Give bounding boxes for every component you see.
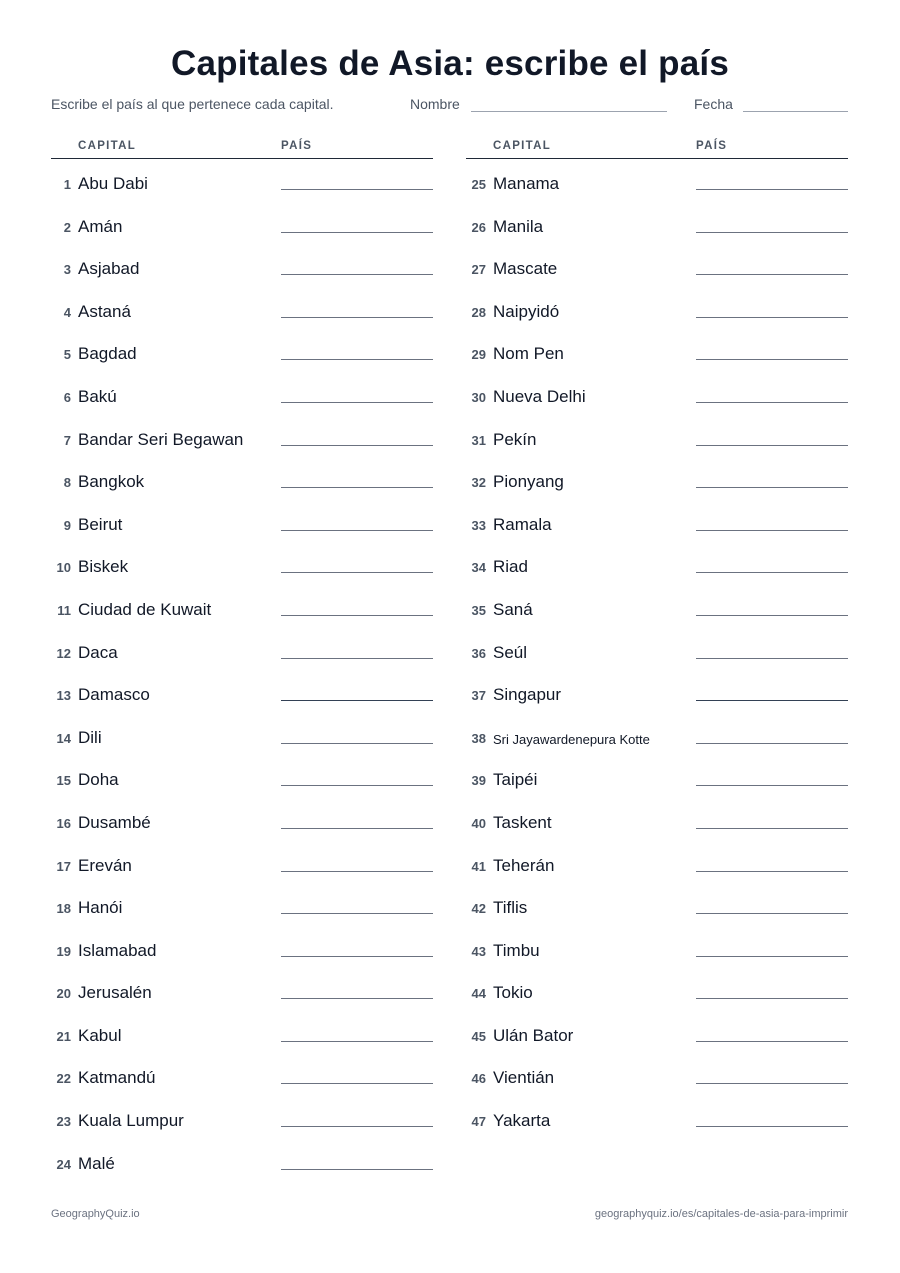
item-number: 21 <box>56 1028 71 1044</box>
quiz-row <box>466 1011 848 1054</box>
country-answer-line[interactable] <box>281 317 433 318</box>
capital-name: Singapur <box>493 685 562 705</box>
country-answer-line[interactable] <box>281 998 433 999</box>
item-number: 26 <box>471 219 486 235</box>
capital-name: Amán <box>78 216 123 236</box>
item-number: 2 <box>63 219 71 235</box>
item-number: 11 <box>57 602 71 618</box>
item-number: 23 <box>56 1114 71 1130</box>
country-answer-line[interactable] <box>281 1041 433 1042</box>
capital-name: Riad <box>493 557 528 577</box>
item-number: 20 <box>56 986 71 1002</box>
capital-name: Bandar Seri Begawan <box>78 429 244 449</box>
item-number: 34 <box>471 560 486 576</box>
country-answer-line[interactable] <box>696 274 848 275</box>
quiz-row <box>466 329 848 372</box>
capital-name: Abu Dabi <box>78 174 148 193</box>
item-number: 39 <box>471 773 486 789</box>
capital-name: Bakú <box>78 386 117 406</box>
item-number: 45 <box>471 1028 486 1044</box>
quiz-row <box>51 287 433 330</box>
quiz-row <box>51 1053 433 1096</box>
capital-column-header: CAPITAL <box>78 140 137 152</box>
country-answer-line[interactable] <box>696 998 848 999</box>
country-answer-line[interactable] <box>281 1126 433 1127</box>
quiz-row <box>51 415 433 458</box>
item-number: 3 <box>63 262 71 278</box>
country-answer-line[interactable] <box>696 743 848 744</box>
right-rows <box>466 159 848 1139</box>
capital-name: Taskent <box>493 812 552 832</box>
item-number: 46 <box>471 1071 486 1087</box>
country-answer-line[interactable] <box>281 913 433 914</box>
quiz-row <box>51 883 433 926</box>
country-answer-line[interactable] <box>281 1083 433 1084</box>
left-column <box>51 138 433 1181</box>
quiz-row <box>51 670 433 713</box>
country-answer-line[interactable] <box>696 530 848 531</box>
item-number: 5 <box>63 347 71 363</box>
footer-brand: GeographyQuiz.io <box>51 1208 140 1220</box>
left-column-header <box>51 138 433 159</box>
country-answer-line[interactable] <box>696 658 848 659</box>
quiz-row <box>466 585 848 628</box>
name-field[interactable] <box>471 111 667 112</box>
item-number: 43 <box>471 943 486 959</box>
quiz-row <box>51 1011 433 1054</box>
country-answer-line[interactable] <box>696 317 848 318</box>
country-column-header: PAÍS <box>281 140 313 152</box>
worksheet-header <box>51 96 848 116</box>
country-answer-line[interactable] <box>696 359 848 360</box>
capital-name: Taipéi <box>493 770 538 790</box>
quiz-row <box>466 1053 848 1096</box>
item-number: 25 <box>471 177 486 192</box>
item-number: 38 <box>471 730 486 746</box>
item-number: 12 <box>56 645 71 661</box>
country-answer-line[interactable] <box>281 487 433 488</box>
quiz-row <box>466 713 848 756</box>
item-number: 42 <box>471 901 486 917</box>
item-number: 7 <box>63 432 71 448</box>
footer-url: geographyquiz.io/es/capitales-de-asia-para-imprimir <box>594 1208 848 1220</box>
item-number: 15 <box>56 773 71 789</box>
capital-name: Tokio <box>493 983 533 1003</box>
quiz-row <box>51 926 433 969</box>
quiz-row <box>466 883 848 926</box>
quiz-row <box>466 755 848 798</box>
quiz-row <box>466 415 848 458</box>
country-answer-line[interactable] <box>281 1169 433 1170</box>
country-answer-line[interactable] <box>696 445 848 446</box>
country-answer-line[interactable] <box>281 572 433 573</box>
item-number: 4 <box>63 304 71 320</box>
capital-name: Manila <box>493 216 544 236</box>
country-answer-line[interactable] <box>281 700 433 701</box>
country-answer-line[interactable] <box>281 743 433 744</box>
page-title: Capitales de Asia: escribe el país <box>171 44 729 83</box>
quiz-row <box>466 798 848 841</box>
quiz-row <box>51 202 433 245</box>
capital-name: Asjabad <box>78 259 140 279</box>
quiz-row <box>51 457 433 500</box>
capital-name: Ciudad de Kuwait <box>78 599 212 619</box>
item-number: 17 <box>56 858 71 874</box>
quiz-row <box>466 1096 848 1139</box>
capital-name: Yakarta <box>493 1111 551 1131</box>
item-number: 1 <box>63 177 71 192</box>
quiz-row <box>466 457 848 500</box>
capital-name: Saná <box>493 599 533 619</box>
country-answer-line[interactable] <box>696 402 848 403</box>
quiz-row <box>51 585 433 628</box>
country-answer-line[interactable] <box>281 956 433 957</box>
capital-name: Katmandú <box>78 1068 156 1088</box>
country-column-header: PAÍS <box>696 140 728 152</box>
item-number: 32 <box>471 475 486 491</box>
country-answer-line[interactable] <box>696 913 848 914</box>
capital-name: Dusambé <box>78 812 151 832</box>
item-number: 22 <box>56 1071 71 1087</box>
item-number: 40 <box>471 815 486 831</box>
quiz-row <box>51 841 433 884</box>
country-answer-line[interactable] <box>281 359 433 360</box>
country-answer-line[interactable] <box>281 232 433 233</box>
country-answer-line[interactable] <box>696 1126 848 1127</box>
capital-name: Ramala <box>493 514 552 534</box>
country-answer-line[interactable] <box>696 189 848 190</box>
item-number: 14 <box>56 730 71 746</box>
country-answer-line[interactable] <box>281 402 433 403</box>
capital-name: Sri Jayawardenepura Kotte <box>493 731 650 747</box>
capital-name: Malé <box>78 1153 115 1173</box>
quiz-row <box>51 372 433 415</box>
country-answer-line[interactable] <box>696 1083 848 1084</box>
capital-name: Vientián <box>493 1068 555 1088</box>
country-answer-line[interactable] <box>281 828 433 829</box>
item-number: 27 <box>471 262 486 278</box>
capital-name: Hanói <box>78 898 123 918</box>
capital-name: Damasco <box>78 685 150 705</box>
item-number: 41 <box>471 858 486 874</box>
quiz-row <box>466 244 848 287</box>
capital-name: Ulán Bator <box>493 1025 574 1045</box>
capital-name: Bangkok <box>78 472 145 492</box>
capital-name: Manama <box>493 174 560 193</box>
capital-name: Biskek <box>78 557 129 577</box>
capital-name: Kabul <box>78 1025 122 1045</box>
quiz-row <box>466 841 848 884</box>
item-number: 9 <box>63 517 71 533</box>
country-answer-line[interactable] <box>696 572 848 573</box>
left-rows <box>51 159 433 1181</box>
country-answer-line[interactable] <box>281 530 433 531</box>
capital-name: Pekín <box>493 429 537 449</box>
quiz-row <box>466 542 848 585</box>
item-number: 13 <box>56 688 71 704</box>
quiz-row <box>466 372 848 415</box>
country-answer-line[interactable] <box>281 274 433 275</box>
country-answer-line[interactable] <box>281 445 433 446</box>
country-answer-line[interactable] <box>696 785 848 786</box>
country-answer-line[interactable] <box>696 871 848 872</box>
quiz-row <box>466 500 848 543</box>
quiz-row <box>466 202 848 245</box>
capital-column-header: CAPITAL <box>493 140 552 152</box>
quiz-row <box>466 968 848 1011</box>
quiz-row <box>51 159 433 202</box>
right-column <box>466 138 848 1139</box>
capital-name: Nom Pen <box>493 344 564 364</box>
item-number: 6 <box>63 389 71 405</box>
capital-name: Islamabad <box>78 940 157 960</box>
quiz-row <box>51 244 433 287</box>
item-number: 35 <box>471 602 486 618</box>
quiz-row <box>51 329 433 372</box>
capital-name: Doha <box>78 770 119 790</box>
item-number: 24 <box>56 1156 71 1172</box>
capital-name: Pionyang <box>493 472 564 492</box>
item-number: 47 <box>471 1114 486 1130</box>
item-number: 19 <box>56 943 71 959</box>
quiz-row <box>51 798 433 841</box>
capital-name: Ereván <box>78 855 132 875</box>
country-answer-line[interactable] <box>281 189 433 190</box>
country-answer-line[interactable] <box>281 615 433 616</box>
quiz-row <box>51 542 433 585</box>
country-answer-line[interactable] <box>696 956 848 957</box>
capital-name: Astaná <box>78 301 131 321</box>
capital-name: Tiflis <box>493 898 528 918</box>
capital-name: Jerusalén <box>78 983 152 1003</box>
item-number: 28 <box>471 304 486 320</box>
instructions-text: Escribe el país al que pertenece cada capital. <box>51 96 334 112</box>
quiz-row <box>466 926 848 969</box>
quiz-row <box>466 287 848 330</box>
capital-name: Daca <box>78 642 118 662</box>
item-number: 29 <box>471 347 486 363</box>
capital-name: Dili <box>78 727 102 747</box>
item-number: 37 <box>471 688 486 704</box>
country-answer-line[interactable] <box>281 658 433 659</box>
capital-name: Bagdad <box>78 344 137 364</box>
capital-name: Beirut <box>78 514 123 534</box>
country-answer-line[interactable] <box>696 700 848 701</box>
country-answer-line[interactable] <box>281 785 433 786</box>
quiz-row <box>51 500 433 543</box>
right-column-header <box>466 138 848 159</box>
quiz-row <box>51 755 433 798</box>
quiz-row <box>466 670 848 713</box>
quiz-row <box>51 628 433 671</box>
date-field[interactable] <box>743 111 848 112</box>
capital-name: Nueva Delhi <box>493 386 586 406</box>
quiz-row <box>51 1139 433 1182</box>
country-answer-line[interactable] <box>696 615 848 616</box>
capital-name: Naipyidó <box>493 301 560 321</box>
item-number: 8 <box>63 475 71 491</box>
item-number: 44 <box>471 986 486 1002</box>
quiz-row <box>466 159 848 202</box>
item-number: 31 <box>471 432 486 448</box>
country-answer-line[interactable] <box>696 232 848 233</box>
item-number: 10 <box>56 560 71 576</box>
country-answer-line[interactable] <box>281 871 433 872</box>
item-number: 36 <box>471 645 486 661</box>
date-label: Fecha <box>694 96 733 112</box>
item-number: 30 <box>471 389 486 405</box>
item-number: 16 <box>56 815 71 831</box>
quiz-row <box>466 628 848 671</box>
name-label: Nombre <box>410 96 460 112</box>
quiz-row <box>51 1096 433 1139</box>
country-answer-line[interactable] <box>696 828 848 829</box>
capital-name: Mascate <box>493 259 558 279</box>
country-answer-line[interactable] <box>696 1041 848 1042</box>
capital-name: Seúl <box>493 642 528 662</box>
quiz-row <box>51 968 433 1011</box>
item-number: 18 <box>56 901 71 917</box>
item-number: 33 <box>471 517 486 533</box>
capital-name: Kuala Lumpur <box>78 1111 184 1131</box>
country-answer-line[interactable] <box>696 487 848 488</box>
quiz-row <box>51 713 433 756</box>
capital-name: Timbu <box>493 940 540 960</box>
capital-name: Teherán <box>493 855 555 875</box>
